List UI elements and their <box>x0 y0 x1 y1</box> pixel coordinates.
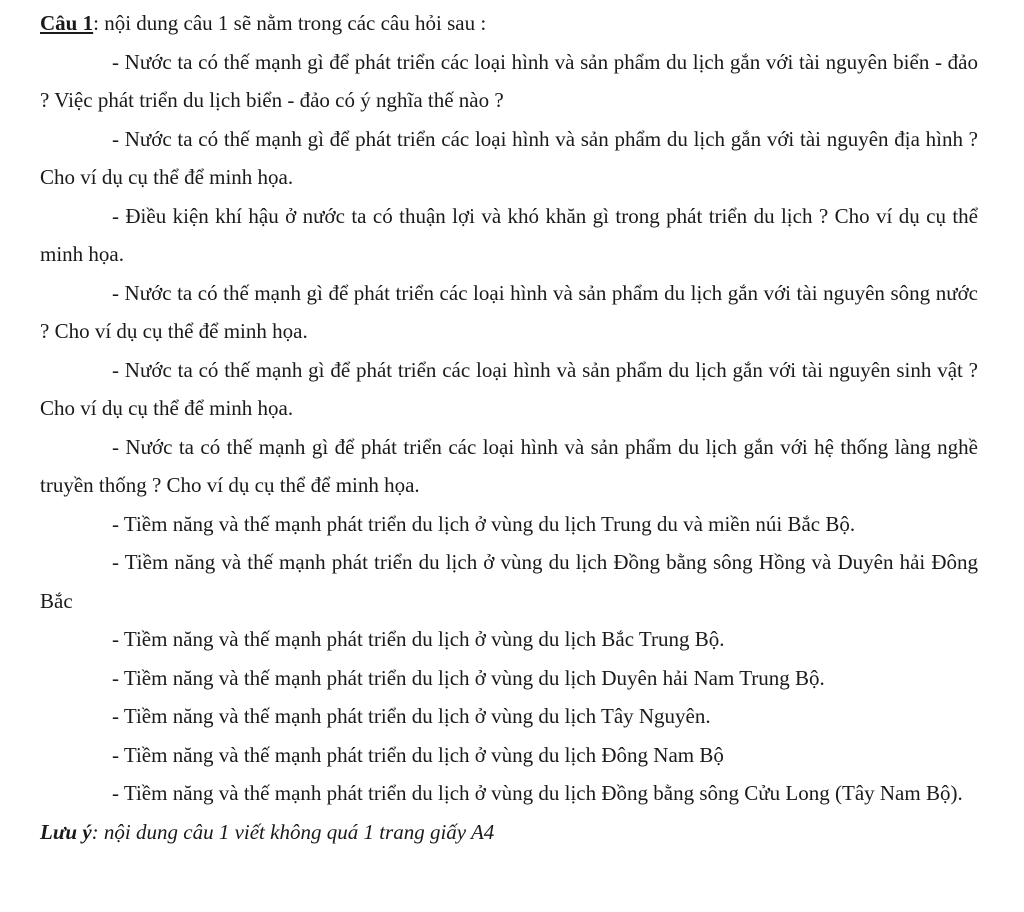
question-label: Câu 1 <box>40 11 94 35</box>
list-item: - Tiềm năng và thế mạnh phát triển du lịch ở vùng du lịch Đồng bằng sông Hồng và Duyên hải Đông Bắc <box>40 550 978 613</box>
list-item: - Tiềm năng và thế mạnh phát triển du lịch ở vùng du lịch Đồng bằng sông Cửu Long (Tây Nam Bộ). <box>112 781 963 805</box>
list-item: - Nước ta có thế mạnh gì để phát triển các loại hình và sản phẩm du lịch gắn với hệ thống làng nghề truyền thống ? Cho ví dụ cụ thể để minh họa. <box>40 434 978 497</box>
question-heading <box>40 4 978 43</box>
note-line <box>40 813 978 852</box>
note-label: Lưu ý <box>40 819 92 844</box>
list-item: - Nước ta có thế mạnh gì để phát triển các loại hình và sản phẩm du lịch gắn với tài nguyên biển - đảo ? Việc phát triển du lịch biển - đảo có ý nghĩa thế nào ? <box>40 49 978 112</box>
list-item: - Tiềm năng và thế mạnh phát triển du lịch ở vùng du lịch Bắc Trung Bộ. <box>112 627 725 651</box>
list-item: - Tiềm năng và thế mạnh phát triển du lịch ở vùng du lịch Duyên hải Nam Trung Bộ. <box>112 665 825 690</box>
list-item: - Nước ta có thế mạnh gì để phát triển các loại hình và sản phẩm du lịch gắn với tài nguyên địa hình ? Cho ví dụ cụ thể để minh họa. <box>40 126 978 189</box>
list-item: - Tiềm năng và thế mạnh phát triển du lịch ở vùng du lịch Đông Nam Bộ <box>112 742 724 767</box>
list-item: - Nước ta có thế mạnh gì để phát triển các loại hình và sản phẩm du lịch gắn với tài nguyên sinh vật ? Cho ví dụ cụ thể để minh họa. <box>40 357 978 420</box>
list-item: - Tiềm năng và thế mạnh phát triển du lịch ở vùng du lịch Tây Nguyên. <box>112 704 711 728</box>
list-item: - Tiềm năng và thế mạnh phát triển du lịch ở vùng du lịch Trung du và miền núi Bắc Bộ. <box>112 511 856 536</box>
question-intro: : nội dung câu 1 sẽ nằm trong các câu hỏi sau : <box>93 11 487 35</box>
list-item: - Điều kiện khí hậu ở nước ta có thuận lợi và khó khăn gì trong phát triển du lịch ? Cho ví dụ cụ thể minh họa. <box>40 203 978 266</box>
list-item: - Nước ta có thế mạnh gì để phát triển các loại hình và sản phẩm du lịch gắn với tài nguyên sông nước ? Cho ví dụ cụ thể để minh họa. <box>40 280 978 343</box>
note-text: : nội dung câu 1 viết không quá 1 trang giấy A4 <box>91 819 495 844</box>
